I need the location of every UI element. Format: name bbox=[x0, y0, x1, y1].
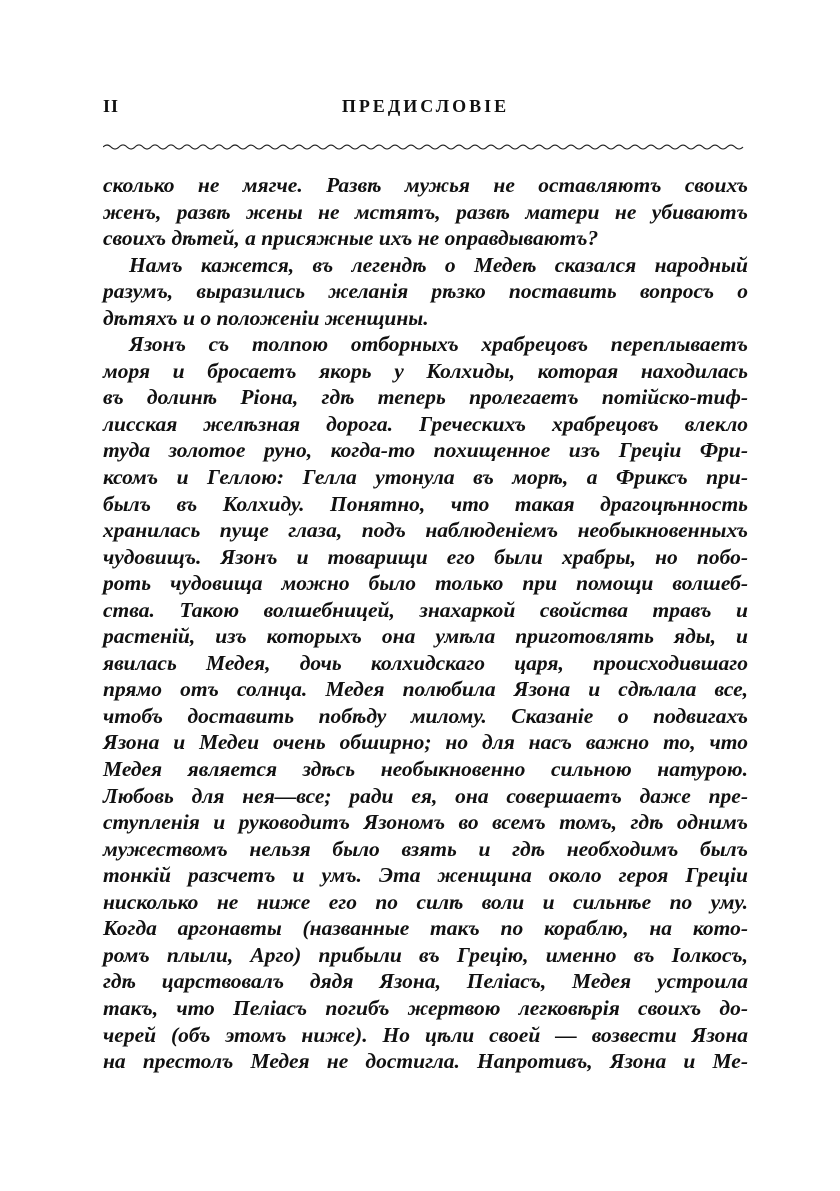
text-line: Язона и Медеи очень обширно; но для насъ важно то, что bbox=[103, 730, 748, 755]
text-line: моря и бросаетъ якорь у Колхиды, которая находилась bbox=[103, 358, 748, 383]
text-line: ступленія и руководитъ Язономъ во всемъ томъ, гдѣ однимъ bbox=[103, 810, 748, 835]
text-line: Намъ кажется, въ легендѣ о Медеѣ сказался народный bbox=[129, 252, 748, 277]
text-line: чтобъ доставить побѣду милому. Сказаніе о подвигахъ bbox=[103, 703, 748, 728]
text-line: на престолъ Медея не достигла. Напротивъ, Язона и Ме- bbox=[103, 1049, 748, 1074]
decorative-wavy-rule bbox=[103, 140, 748, 154]
text-line: туда золотое руно, когда-то похищенное изъ Греціи Фри- bbox=[103, 438, 748, 463]
text-line: женъ, развѣ жены не мстятъ, развѣ матери не убиваютъ bbox=[103, 199, 748, 224]
text-line: чудовищъ. Язонъ и товарищи его были храбры, но побо- bbox=[103, 544, 748, 569]
text-line: Когда аргонавты (названные такъ по кораблю, на кото- bbox=[103, 916, 748, 941]
paragraph-2 bbox=[103, 252, 748, 332]
body-text bbox=[103, 172, 748, 1075]
text-line: гдѣ царствовалъ дядя Язона, Пеліасъ, Медея устроила bbox=[103, 969, 748, 994]
text-line: ксомъ и Геллою: Гелла утонула въ морѣ, а Фриксъ при- bbox=[103, 465, 748, 490]
text-line: Язонъ съ толпою отборныхъ храбрецовъ переплываетъ bbox=[129, 332, 748, 357]
text-line: въ долинѣ Ріона, гдѣ теперь пролегаетъ потійско-тиф- bbox=[103, 385, 748, 410]
text-line: дѣтяхъ и о положеніи женщины. bbox=[103, 305, 429, 330]
text-line: мужествомъ нельзя было взять и гдѣ необходимъ былъ bbox=[103, 836, 748, 861]
text-line: разумъ, выразились желанія рѣзко поставить вопросъ о bbox=[103, 279, 748, 304]
text-line: ства. Такою волшебницей, знахаркой свойства травъ и bbox=[103, 597, 748, 622]
text-line: лисская желѣзная дорога. Греческихъ храбрецовъ влекло bbox=[103, 411, 748, 436]
text-line: былъ въ Колхиду. Понятно, что такая драгоцѣнность bbox=[103, 491, 748, 516]
text-line: сколько не мягче. Развѣ мужья не оставляютъ своихъ bbox=[103, 173, 748, 197]
text-line: явилась Медея, дочь колхидскаго царя, происходившаго bbox=[103, 650, 748, 675]
running-head bbox=[103, 96, 748, 126]
text-line: Любовь для нея—все; ради ея, она совершаетъ даже пре- bbox=[103, 783, 748, 808]
text-line: растеній, изъ которыхъ она умѣла приготовлять яды, и bbox=[103, 624, 748, 649]
paragraph-1 bbox=[103, 172, 748, 252]
text-line: черей (объ этомъ ниже). Но цѣли своей — возвести Язона bbox=[103, 1022, 748, 1047]
text-line: нисколько не ниже его по силѣ воли и сильнѣе по уму. bbox=[103, 889, 748, 914]
paragraph-3 bbox=[103, 331, 748, 1074]
text-line: прямо отъ солнца. Медея полюбила Язона и сдѣлала все, bbox=[103, 677, 748, 702]
text-line: роть чудовища можно было только при помощи волшеб- bbox=[103, 571, 748, 596]
text-line: своихъ дѣтей, а присяжные ихъ не оправдываютъ? bbox=[103, 226, 599, 251]
section-title: ПРЕДИСЛОВІЕ bbox=[341, 96, 510, 116]
text-line: такъ, что Пеліасъ погибъ жертвою легковѣрія своихъ до- bbox=[103, 995, 748, 1020]
text-line: тонкій разсчетъ и умъ. Эта женщина около героя Греціи bbox=[103, 863, 748, 888]
text-line: ромъ плыли, Арго) прибыли въ Грецію, именно въ Іолкосъ, bbox=[103, 942, 748, 967]
text-line: Медея является здѣсь необыкновенно сильною натурою. bbox=[103, 757, 748, 782]
text-line: хранилась пуще глаза, подъ наблюденіемъ необыкновенныхъ bbox=[103, 518, 748, 543]
page-number: II bbox=[103, 96, 120, 116]
